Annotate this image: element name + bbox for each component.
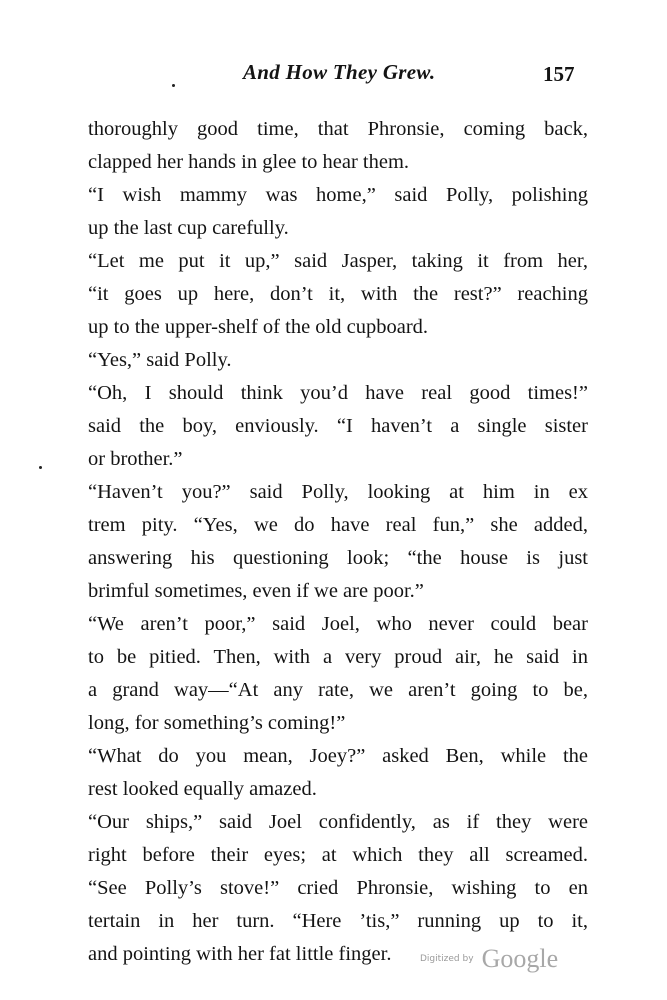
text-line: rest looked equally amazed. — [88, 778, 317, 800]
text-line: brimful sometimes, even if we are poor.” — [88, 580, 424, 602]
text-line: thoroughly good time, that Phronsie, coming back, — [88, 118, 588, 140]
text-line: or brother.” — [88, 448, 183, 470]
text-line: long, for something’s coming!” — [88, 712, 346, 734]
text-line: right before their eyes; at which they all screamed. — [88, 844, 588, 866]
text-line: “it goes up here, don’t it, with the rest?” reaching — [88, 283, 588, 305]
text-line: said the boy, enviously. “I haven’t a single sister — [88, 415, 588, 437]
text-line: trem pity. “Yes, we do have real fun,” she added, — [88, 514, 588, 536]
text-line: “Let me put it up,” said Jasper, taking it from her, — [88, 250, 588, 272]
text-line: “Oh, I should think you’d have real good times!” — [88, 382, 588, 404]
body-text — [88, 113, 588, 971]
text-line: “What do you mean, Joey?” asked Ben, while the — [88, 745, 588, 767]
text-line: up the last cup carefully. — [88, 217, 289, 239]
text-line: “I wish mammy was home,” said Polly, polishing — [88, 184, 588, 206]
text-line: a grand way—“At any rate, we aren’t going to be, — [88, 679, 588, 701]
text-line: tertain in her turn. “Here ’tis,” running up to it, — [88, 910, 588, 932]
page-number: 157 — [543, 62, 575, 86]
google-logo: Google — [481, 944, 559, 973]
digitized-label: Digitized by — [420, 954, 474, 964]
text-line: “Our ships,” said Joel confidently, as if they were — [88, 811, 588, 833]
text-line: “See Polly’s stove!” cried Phronsie, wishing to en — [88, 877, 588, 899]
text-line: and pointing with her fat little finger. — [88, 943, 392, 965]
text-line: answering his questioning look; “the house is just — [88, 547, 588, 569]
text-line: “Yes,” said Polly. — [88, 349, 232, 371]
margin-speck — [39, 466, 42, 469]
running-header — [0, 60, 667, 94]
text-line: “Haven’t you?” said Polly, looking at him in ex — [88, 481, 588, 503]
running-title: And How They Grew. — [243, 60, 436, 84]
text-line: up to the upper-shelf of the old cupboard. — [88, 316, 429, 338]
text-line: to be pitied. Then, with a very proud air, he said in — [88, 646, 588, 668]
text-line: “We aren’t poor,” said Joel, who never could bear — [88, 613, 588, 635]
footer-watermark — [420, 944, 558, 974]
print-speck — [172, 84, 175, 87]
text-line: clapped her hands in glee to hear them. — [88, 151, 410, 173]
